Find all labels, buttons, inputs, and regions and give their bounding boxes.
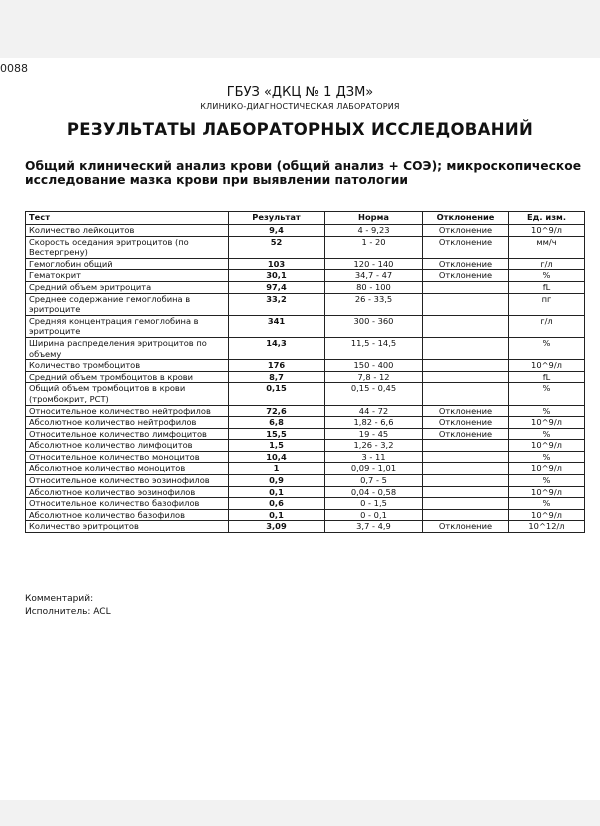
table-row: [26, 371, 585, 383]
test-name-cell: Скорость оседания эритроцитов (по Вестергрену): [26, 236, 229, 258]
result-value-cell: 10,4: [229, 451, 325, 463]
result-value-cell: 103: [229, 258, 325, 270]
unit-cell: мм/ч: [509, 236, 585, 258]
unit-cell: 10^12/л: [509, 521, 585, 533]
unit-cell: %: [509, 337, 585, 359]
test-name-cell: Относительное количество базофилов: [26, 498, 229, 510]
test-name-cell: Количество тромбоцитов: [26, 360, 229, 372]
laboratory-name: КЛИНИКО-ДИАГНОСТИЧЕСКАЯ ЛАБОРАТОРИЯ: [200, 102, 400, 111]
test-name-cell: Абсолютное количество моноцитов: [26, 463, 229, 475]
test-name-cell: Количество лейкоцитов: [26, 225, 229, 237]
norm-range-cell: 1 - 20: [325, 236, 423, 258]
unit-cell: %: [509, 428, 585, 440]
test-name-cell: Абсолютное количество лимфоцитов: [26, 440, 229, 452]
table-row: [26, 521, 585, 533]
result-value-cell: 0,9: [229, 475, 325, 487]
test-name-cell: Абсолютное количество эозинофилов: [26, 486, 229, 498]
unit-cell: %: [509, 383, 585, 405]
results-table: [25, 211, 585, 533]
result-value-cell: 8,7: [229, 371, 325, 383]
deviation-cell: Отклонение: [423, 417, 509, 429]
norm-range-cell: 0 - 1,5: [325, 498, 423, 510]
header-test: Тест: [26, 212, 229, 225]
norm-range-cell: 1,26 - 3,2: [325, 440, 423, 452]
unit-cell: 10^9/л: [509, 509, 585, 521]
report-title: РЕЗУЛЬТАТЫ ЛАБОРАТОРНЫХ ИССЛЕДОВАНИЙ: [66, 120, 534, 139]
organization-name: ГБУЗ «ДКЦ № 1 ДЗМ»: [226, 85, 374, 100]
table-row: [26, 293, 585, 315]
table-row: [26, 383, 585, 405]
deviation-cell: Отклонение: [423, 236, 509, 258]
unit-cell: пг: [509, 293, 585, 315]
norm-range-cell: 0,15 - 0,45: [325, 383, 423, 405]
test-name-cell: Количество эритроцитов: [26, 521, 229, 533]
unit-cell: 10^9/л: [509, 225, 585, 237]
unit-cell: fL: [509, 371, 585, 383]
unit-cell: fL: [509, 281, 585, 293]
unit-cell: г/л: [509, 315, 585, 337]
executor-label: Исполнитель: ACL: [25, 607, 111, 617]
test-name-cell: Относительное количество эозинофилов: [26, 475, 229, 487]
deviation-cell: Отклонение: [423, 258, 509, 270]
norm-range-cell: 11,5 - 14,5: [325, 337, 423, 359]
result-value-cell: 6,8: [229, 417, 325, 429]
table-row: [26, 281, 585, 293]
norm-range-cell: 1,82 - 6,6: [325, 417, 423, 429]
unit-cell: %: [509, 270, 585, 282]
test-name-cell: Средний объем эритроцита: [26, 281, 229, 293]
result-value-cell: 0,15: [229, 383, 325, 405]
header-unit: Ед. изм.: [509, 212, 585, 225]
norm-range-cell: 7,8 - 12: [325, 371, 423, 383]
norm-range-cell: 0 - 0,1: [325, 509, 423, 521]
table-row: [26, 486, 585, 498]
result-value-cell: 14,3: [229, 337, 325, 359]
table-row: [26, 360, 585, 372]
table-row: [26, 270, 585, 282]
result-value-cell: 0,1: [229, 509, 325, 521]
norm-range-cell: 80 - 100: [325, 281, 423, 293]
deviation-cell: [423, 337, 509, 359]
table-header-row: [26, 212, 585, 225]
deviation-cell: [423, 509, 509, 521]
unit-cell: %: [509, 451, 585, 463]
norm-range-cell: 150 - 400: [325, 360, 423, 372]
document-number: 0088: [0, 62, 28, 75]
table-row: [26, 498, 585, 510]
table-row: [26, 236, 585, 258]
norm-range-cell: 0,09 - 1,01: [325, 463, 423, 475]
table-row: [26, 315, 585, 337]
test-name-cell: Средний объем тромбоцитов в крови: [26, 371, 229, 383]
result-value-cell: 176: [229, 360, 325, 372]
norm-range-cell: 120 - 140: [325, 258, 423, 270]
deviation-cell: [423, 281, 509, 293]
test-name-cell: Ширина распределения эритроцитов по объему: [26, 337, 229, 359]
deviation-cell: [423, 371, 509, 383]
test-name-cell: Относительное количество нейтрофилов: [26, 405, 229, 417]
deviation-cell: [423, 293, 509, 315]
norm-range-cell: 34,7 - 47: [325, 270, 423, 282]
norm-range-cell: 19 - 45: [325, 428, 423, 440]
result-value-cell: 97,4: [229, 281, 325, 293]
unit-cell: 10^9/л: [509, 463, 585, 475]
unit-cell: 10^9/л: [509, 486, 585, 498]
deviation-cell: [423, 315, 509, 337]
unit-cell: 10^9/л: [509, 360, 585, 372]
comment-label: Комментарий:: [25, 594, 94, 604]
unit-cell: %: [509, 498, 585, 510]
deviation-cell: [423, 463, 509, 475]
table-row: [26, 475, 585, 487]
test-name-cell: Гематокрит: [26, 270, 229, 282]
results-body: [26, 225, 585, 533]
deviation-cell: Отклонение: [423, 428, 509, 440]
result-value-cell: 0,6: [229, 498, 325, 510]
table-row: [26, 258, 585, 270]
result-value-cell: 9,4: [229, 225, 325, 237]
result-value-cell: 72,6: [229, 405, 325, 417]
result-value-cell: 33,2: [229, 293, 325, 315]
deviation-cell: [423, 360, 509, 372]
deviation-cell: [423, 440, 509, 452]
norm-range-cell: 26 - 33,5: [325, 293, 423, 315]
test-name-cell: Относительное количество лимфоцитов: [26, 428, 229, 440]
test-name-cell: Абсолютное количество базофилов: [26, 509, 229, 521]
header-result: Результат: [229, 212, 325, 225]
deviation-cell: Отклонение: [423, 270, 509, 282]
unit-cell: 10^9/л: [509, 440, 585, 452]
header-deviation: Отклонение: [423, 212, 509, 225]
deviation-cell: Отклонение: [423, 405, 509, 417]
header-norm: Норма: [325, 212, 423, 225]
result-value-cell: 1,5: [229, 440, 325, 452]
table-row: [26, 451, 585, 463]
result-value-cell: 15,5: [229, 428, 325, 440]
deviation-cell: Отклонение: [423, 521, 509, 533]
norm-range-cell: 44 - 72: [325, 405, 423, 417]
result-value-cell: 0,1: [229, 486, 325, 498]
result-value-cell: 30,1: [229, 270, 325, 282]
unit-cell: %: [509, 475, 585, 487]
test-name-cell: Абсолютное количество нейтрофилов: [26, 417, 229, 429]
unit-cell: 10^9/л: [509, 417, 585, 429]
norm-range-cell: 0,04 - 0,58: [325, 486, 423, 498]
test-name-cell: Средняя концентрация гемоглобина в эритроците: [26, 315, 229, 337]
table-row: [26, 405, 585, 417]
norm-range-cell: 3 - 11: [325, 451, 423, 463]
table-row: [26, 428, 585, 440]
norm-range-cell: 0,7 - 5: [325, 475, 423, 487]
table-row: [26, 440, 585, 452]
table-row: [26, 225, 585, 237]
norm-range-cell: 4 - 9,23: [325, 225, 423, 237]
norm-range-cell: 3,7 - 4,9: [325, 521, 423, 533]
unit-cell: г/л: [509, 258, 585, 270]
table-row: [26, 417, 585, 429]
table-row: [26, 463, 585, 475]
result-value-cell: 341: [229, 315, 325, 337]
result-value-cell: 3,09: [229, 521, 325, 533]
test-name-cell: Относительное количество моноцитов: [26, 451, 229, 463]
deviation-cell: Отклонение: [423, 225, 509, 237]
deviation-cell: [423, 486, 509, 498]
test-name-cell: Общий объем тромбоцитов в крови (тромбокрит, PCT): [26, 383, 229, 405]
table-row: [26, 509, 585, 521]
table-row: [26, 337, 585, 359]
test-name-cell: Гемоглобин общий: [26, 258, 229, 270]
deviation-cell: [423, 451, 509, 463]
deviation-cell: [423, 498, 509, 510]
result-value-cell: 52: [229, 236, 325, 258]
deviation-cell: [423, 383, 509, 405]
deviation-cell: [423, 475, 509, 487]
analysis-title: Общий клинический анализ крови (общий анализ + СОЭ); микроскопическое исследование мазка крови при выявлении патологии: [25, 159, 582, 187]
norm-range-cell: 300 - 360: [325, 315, 423, 337]
unit-cell: %: [509, 405, 585, 417]
result-value-cell: 1: [229, 463, 325, 475]
test-name-cell: Среднее содержание гемоглобина в эритроците: [26, 293, 229, 315]
